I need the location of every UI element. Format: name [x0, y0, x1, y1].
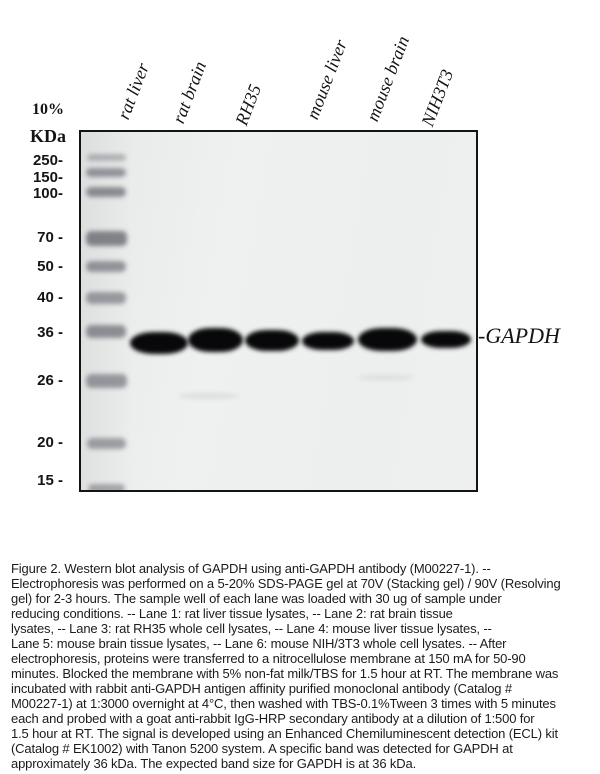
caption-line: incubated with rabbit anti-GAPDH antigen affinity purified monoclonal antibody (Catalog #: [11, 681, 512, 696]
lane-label-mouse-liver: mouse liver: [302, 36, 351, 122]
caption-line: 1.5 hour at RT. The signal is developed using an Enhanced Chemiluminescent detection (ECL) kit: [11, 726, 558, 741]
mw-marker-40: 40 -: [37, 289, 63, 306]
mw-marker-26: 26 -: [37, 372, 63, 389]
caption-line: electrophoresis, proteins were transferred to a nitrocellulose membrane at 150 mA for 50-90: [11, 651, 526, 666]
gel-percentage-label: 10%: [32, 101, 64, 118]
caption-line: Lane 5: mouse brain tissue lysates, -- Lane 6: mouse NIH/3T3 whole cell lysates. -- After: [11, 636, 507, 651]
ladder-band-15kda: [88, 484, 125, 492]
ladder-band-36kda: [86, 325, 126, 338]
caption-line: Figure 2. Western blot analysis of GAPDH using anti-GAPDH antibody (M00227-1). --: [11, 561, 491, 576]
mw-marker-150: 150-: [32, 169, 63, 186]
lane-label-nih3t3: NIH3T3: [417, 66, 458, 129]
mw-marker-36: 36 -: [37, 324, 63, 341]
lane-label-rat-brain: rat brain: [168, 58, 211, 127]
lane-label-mouse-brain: mouse brain: [362, 33, 414, 124]
gapdh-band-lane-5: [358, 328, 417, 351]
ladder-band-250kda: [87, 154, 126, 161]
mw-marker-250: 250-: [32, 152, 63, 169]
caption-line: approximately 36 kDa. The expected band size for GAPDH is at 36 kDa.: [11, 756, 417, 771]
ladder-band-50kda: [86, 261, 126, 272]
background-smudge: [178, 393, 240, 399]
lane-label-rh35: RH35: [231, 81, 266, 128]
ladder-band-70kda: [86, 231, 127, 246]
caption-line: (Catalog # EK1002) with Tanon 5200 system. A specific band was detected for GAPDH at: [11, 741, 513, 756]
ladder-band-20kda: [87, 438, 126, 449]
ladder-band-150kda: [86, 168, 126, 177]
mw-marker-20: 20 -: [37, 434, 63, 451]
ladder-band-100kda: [86, 187, 126, 197]
caption-line: gel) for 2-3 hours. The sample well of each lane was loaded with 30 ug of sample under: [11, 591, 502, 606]
lane-label-rat-liver: rat liver: [113, 60, 153, 122]
caption-line: minutes. Blocked the membrane with 5% non-fat milk/TBS for 1.5 hour at RT. The membrane was: [11, 666, 559, 681]
gapdh-band-lane-6: [421, 331, 471, 348]
caption-line: reducing conditions. -- Lane 1: rat liver tissue lysates, -- Lane 2: rat brain tissue: [11, 606, 453, 621]
ladder-band-40kda: [86, 292, 126, 304]
caption-line: Electrophoresis was performed on a 5-20% SDS-PAGE gel at 70V (Stacking gel) / 90V (Resolving: [11, 576, 561, 591]
caption-line: each and probed with a goat anti-rabbit IgG-HRP secondary antibody at a dilution of 1:500 for: [11, 711, 535, 726]
background-smudge: [358, 375, 414, 380]
caption-line: lysates, -- Lane 3: rat RH35 whole cell lysates, -- Lane 4: mouse liver tissue lysates, --: [11, 621, 492, 636]
gapdh-band-lane-2: [188, 328, 243, 352]
gapdh-band-lane-1: [130, 332, 188, 354]
gapdh-band-label: -GAPDH: [478, 323, 560, 348]
mw-marker-15: 15 -: [37, 472, 63, 489]
mw-marker-100: 100-: [32, 185, 63, 202]
gapdh-band-lane-4: [302, 332, 354, 350]
blot-membrane-image: [79, 130, 478, 492]
protein-ladder-lane: [81, 132, 133, 490]
caption-line: M00227-1) at 1:3000 overnight at 4°C, then washed with TBS-0.1%Tween 3 times with 5 minutes: [11, 696, 556, 711]
mw-marker-50: 50 -: [37, 258, 63, 275]
figure-caption: [11, 561, 597, 771]
gapdh-band-lane-3: [245, 330, 299, 351]
mw-marker-70: 70 -: [37, 229, 63, 246]
ladder-band-26kda: [86, 374, 127, 388]
kda-unit-label: KDa: [30, 126, 66, 146]
